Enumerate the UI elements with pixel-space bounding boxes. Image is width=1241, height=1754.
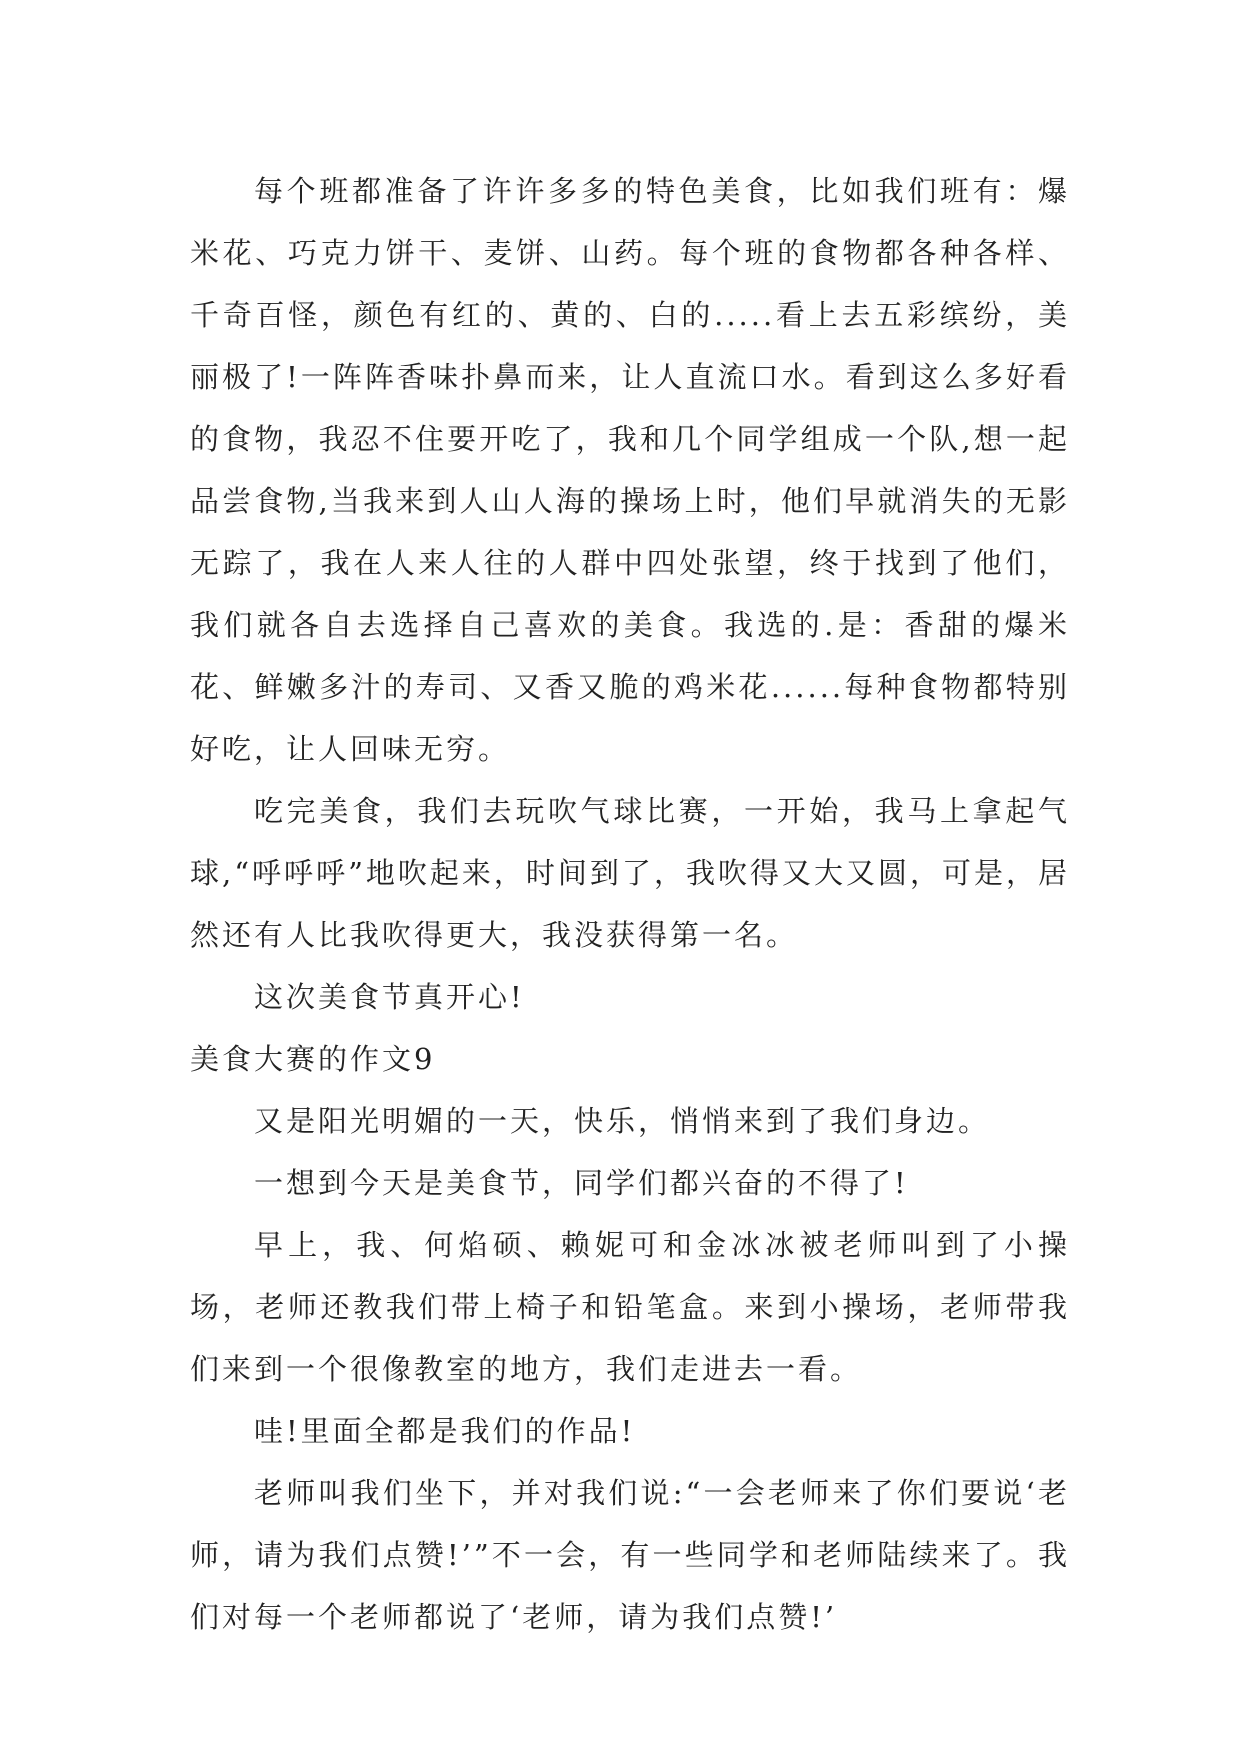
document-body	[190, 160, 1070, 1648]
section-title: 美食大赛的作文9	[190, 1042, 436, 1076]
paragraph: 这次美食节真开心!	[254, 980, 525, 1014]
paragraph: 哇!里面全都是我们的作品!	[254, 1414, 636, 1448]
paragraph: 又是阳光明媚的一天，快乐，悄悄来到了我们身边。	[254, 1104, 991, 1138]
paragraph: 早上，我、何焰硕、赖妮可和金冰冰被老师叫到了小操场，老师还教我们带上椅子和铅笔盒。来到小操场，老师带我们来到一个很像教室的地方，我们走进去一看。	[190, 1228, 1070, 1386]
paragraph: 每个班都准备了许许多多的特色美食，比如我们班有：爆米花、巧克力饼干、麦饼、山药。每个班的食物都各种各样、千奇百怪，颜色有红的、黄的、白的.....看上去五彩缤纷，美丽极了!一阵阵香味扑鼻而来，让人直流口水。看到这么多好看的食物，我忍不住要开吃了，我和几个同学组成一个队,想一起品尝食物,当我来到人山人海的操场上时，他们早就消失的无影无踪了，我在人来人往的人群中四处张望，终于找到了他们，我们就各自去选择自己喜欢的美食。我选的.是：香甜的爆米花、鲜嫩多汁的寿司、又香又脆的鸡米花......每种食物都特别好吃，让人回味无穷。	[190, 174, 1070, 766]
paragraph: 老师叫我们坐下，并对我们说:“一会老师来了你们要说‘老师，请为我们点赞!’”不一会，有一些同学和老师陆续来了。我们对每一个老师都说了‘老师，请为我们点赞!’	[190, 1476, 1070, 1634]
paragraph: 一想到今天是美食节，同学们都兴奋的不得了!	[254, 1166, 909, 1200]
paragraph: 吃完美食，我们去玩吹气球比赛，一开始，我马上拿起气球,“呼呼呼”地吹起来，时间到了，我吹得又大又圆，可是，居然还有人比我吹得更大，我没获得第一名。	[190, 794, 1070, 952]
